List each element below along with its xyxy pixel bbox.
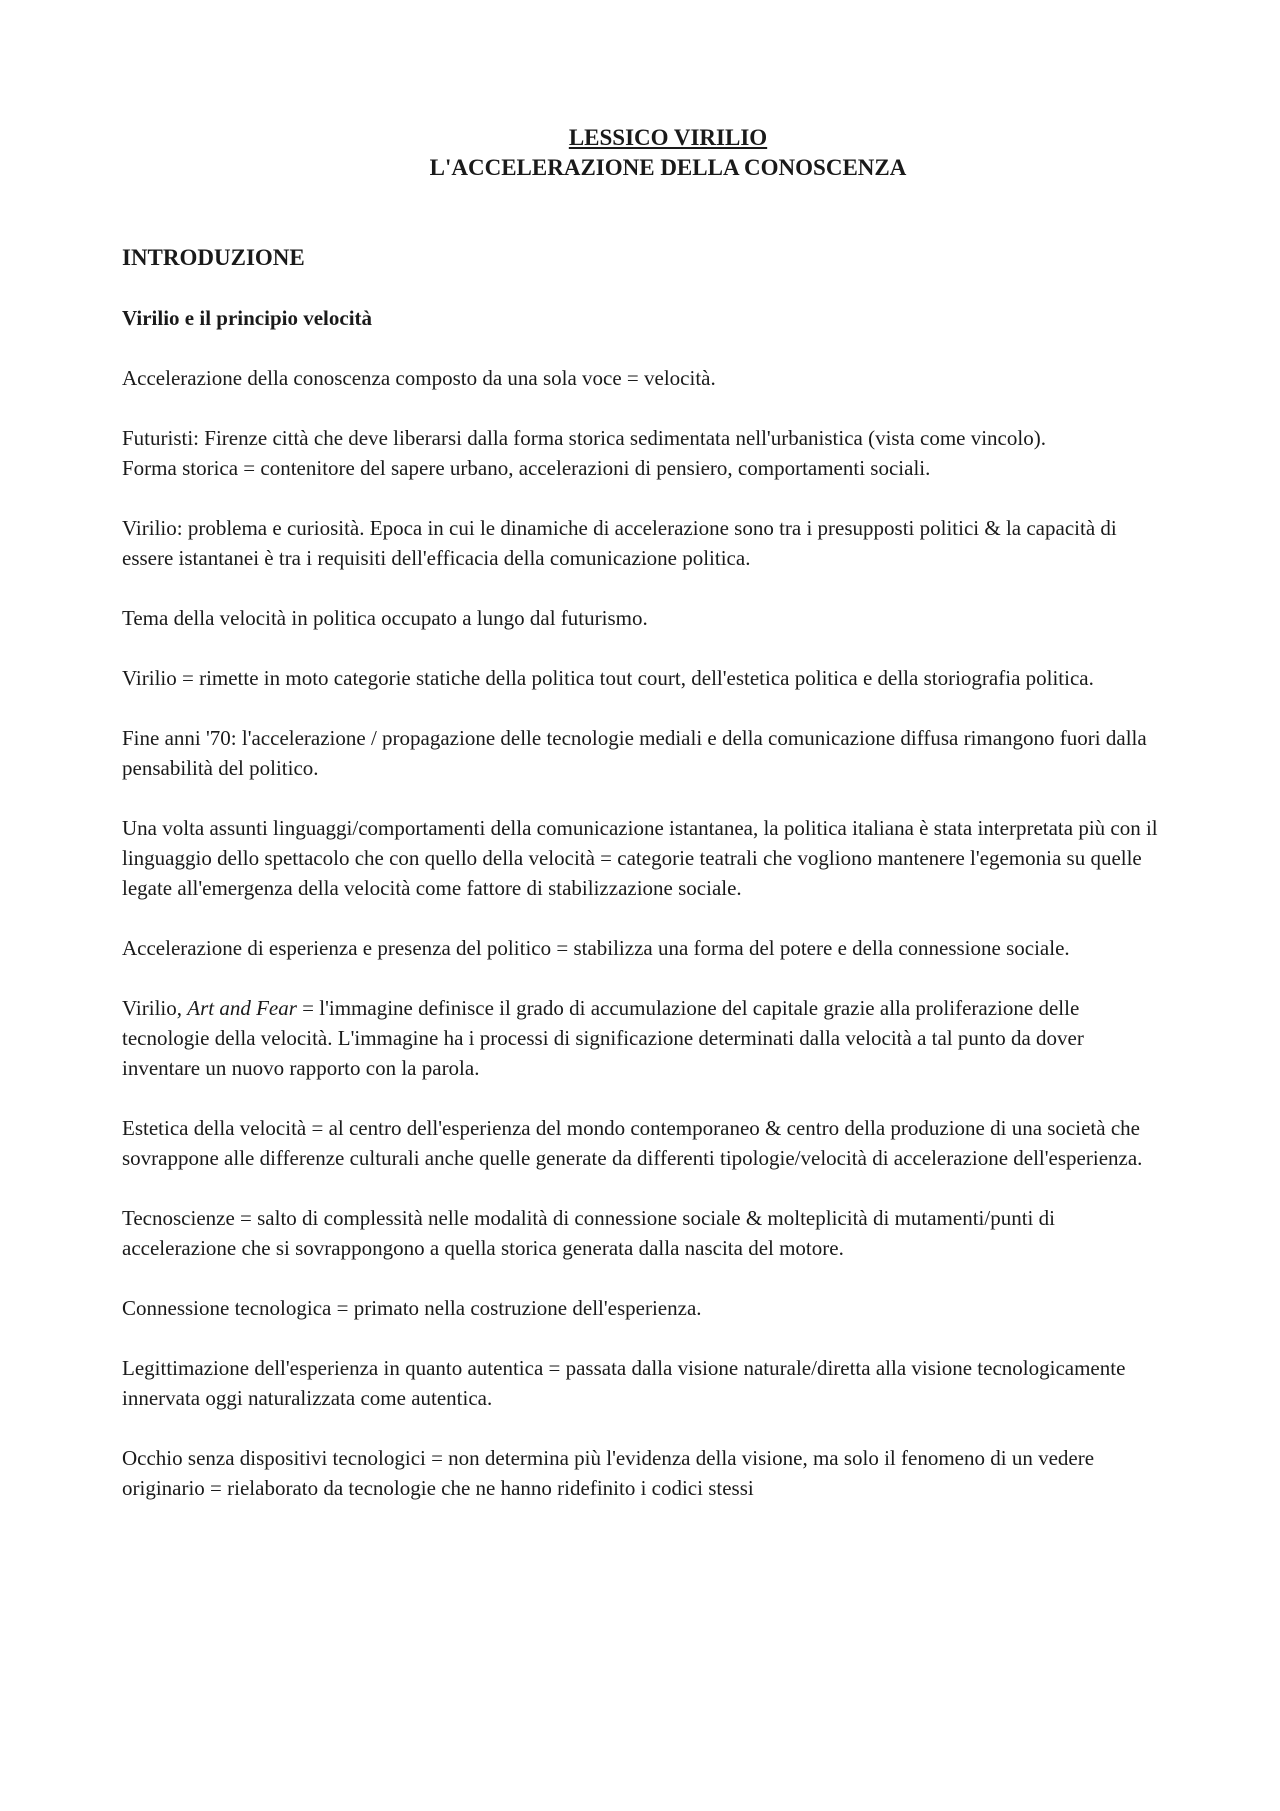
paragraph-4: Virilio: problema e curiosità. Epoca in cui le dinamiche di accelerazione sono tra i presupposti politici & la capacità di essere istantanei è tra i requisiti dell'efficacia della comunicazione politica. bbox=[122, 516, 1117, 570]
paragraph-11: Estetica della velocità = al centro dell'esperienza del mondo contemporaneo & centro della produzione di una società che sovrappone alle differenze culturali anche quelle generate da differenti tipologie/velocità di accelerazione dell'esperienza. bbox=[122, 1116, 1143, 1170]
paragraph-10-prefix: Virilio, bbox=[122, 996, 188, 1020]
paragraph-9: Accelerazione di esperienza e presenza del politico = stabilizza una forma del potere e della connessione sociale. bbox=[122, 936, 1070, 960]
paragraph-6: Virilio = rimette in moto categorie statiche della politica tout court, dell'estetica politica e della storiografia politica. bbox=[122, 666, 1094, 690]
sub-heading: Virilio e il principio velocità bbox=[122, 306, 373, 330]
paragraph-5: Tema della velocità in politica occupato a lungo dal futurismo. bbox=[122, 606, 648, 630]
title-line-1: LESSICO VIRILIO bbox=[568, 125, 768, 150]
paragraph-13: Connessione tecnologica = primato nella costruzione dell'esperienza. bbox=[122, 1296, 702, 1320]
title-line-2: L'ACCELERAZIONE DELLA CONOSCENZA bbox=[429, 155, 907, 180]
paragraph-10-rest: = l'immagine definisce il grado di accumulazione del capitale grazie alla proliferazione delle tecnologie della velocità. L'immagine ha i processi di significazione determinati dalla velocità a tal punto da dover inventare un nuovo rapporto con la parola. bbox=[122, 996, 1084, 1080]
paragraph-15: Occhio senza dispositivi tecnologici = non determina più l'evidenza della visione, ma solo il fenomeno di un vedere originario = rielaborato da tecnologie che ne hanno ridefinito i codici stessi bbox=[122, 1446, 1095, 1500]
paragraph-2: Futuristi: Firenze città che deve liberarsi dalla forma storica sedimentata nell'urbanistica (vista come vincolo). bbox=[122, 426, 1046, 450]
paragraph-7: Fine anni '70: l'accelerazione / propagazione delle tecnologie mediali e della comunicazione diffusa rimangono fuori dalla pensabilità del politico. bbox=[122, 726, 1147, 780]
section-heading: INTRODUZIONE bbox=[122, 245, 305, 270]
paragraph-12: Tecnoscienze = salto di complessità nelle modalità di connessione sociale & molteplicità di mutamenti/punti di accelerazione che si sovrappongono a quella storica generata dalla nascita del motore. bbox=[122, 1206, 1055, 1260]
document-title bbox=[149, 123, 1187, 183]
book-title: Art and Fear bbox=[187, 996, 297, 1020]
paragraph-8: Una volta assunti linguaggi/comportamenti della comunicazione istantanea, la politica italiana è stata interpretata più con il linguaggio dello spettacolo che con quello della velocità = categorie teatrali che vogliono mantenere l'egemonia su quelle legate all'emergenza della velocità come fattore di stabilizzazione sociale. bbox=[122, 816, 1158, 900]
paragraph-3: Forma storica = contenitore del sapere urbano, accelerazioni di pensiero, comportamenti sociali. bbox=[122, 456, 931, 480]
paragraph-1: Accelerazione della conoscenza composto da una sola voce = velocità. bbox=[122, 366, 716, 390]
paragraph-14: Legittimazione dell'esperienza in quanto autentica = passata dalla visione naturale/diretta alla visione tecnologicamente innervata oggi naturalizzata come autentica. bbox=[122, 1356, 1126, 1410]
paragraph-10 bbox=[122, 993, 1160, 1083]
